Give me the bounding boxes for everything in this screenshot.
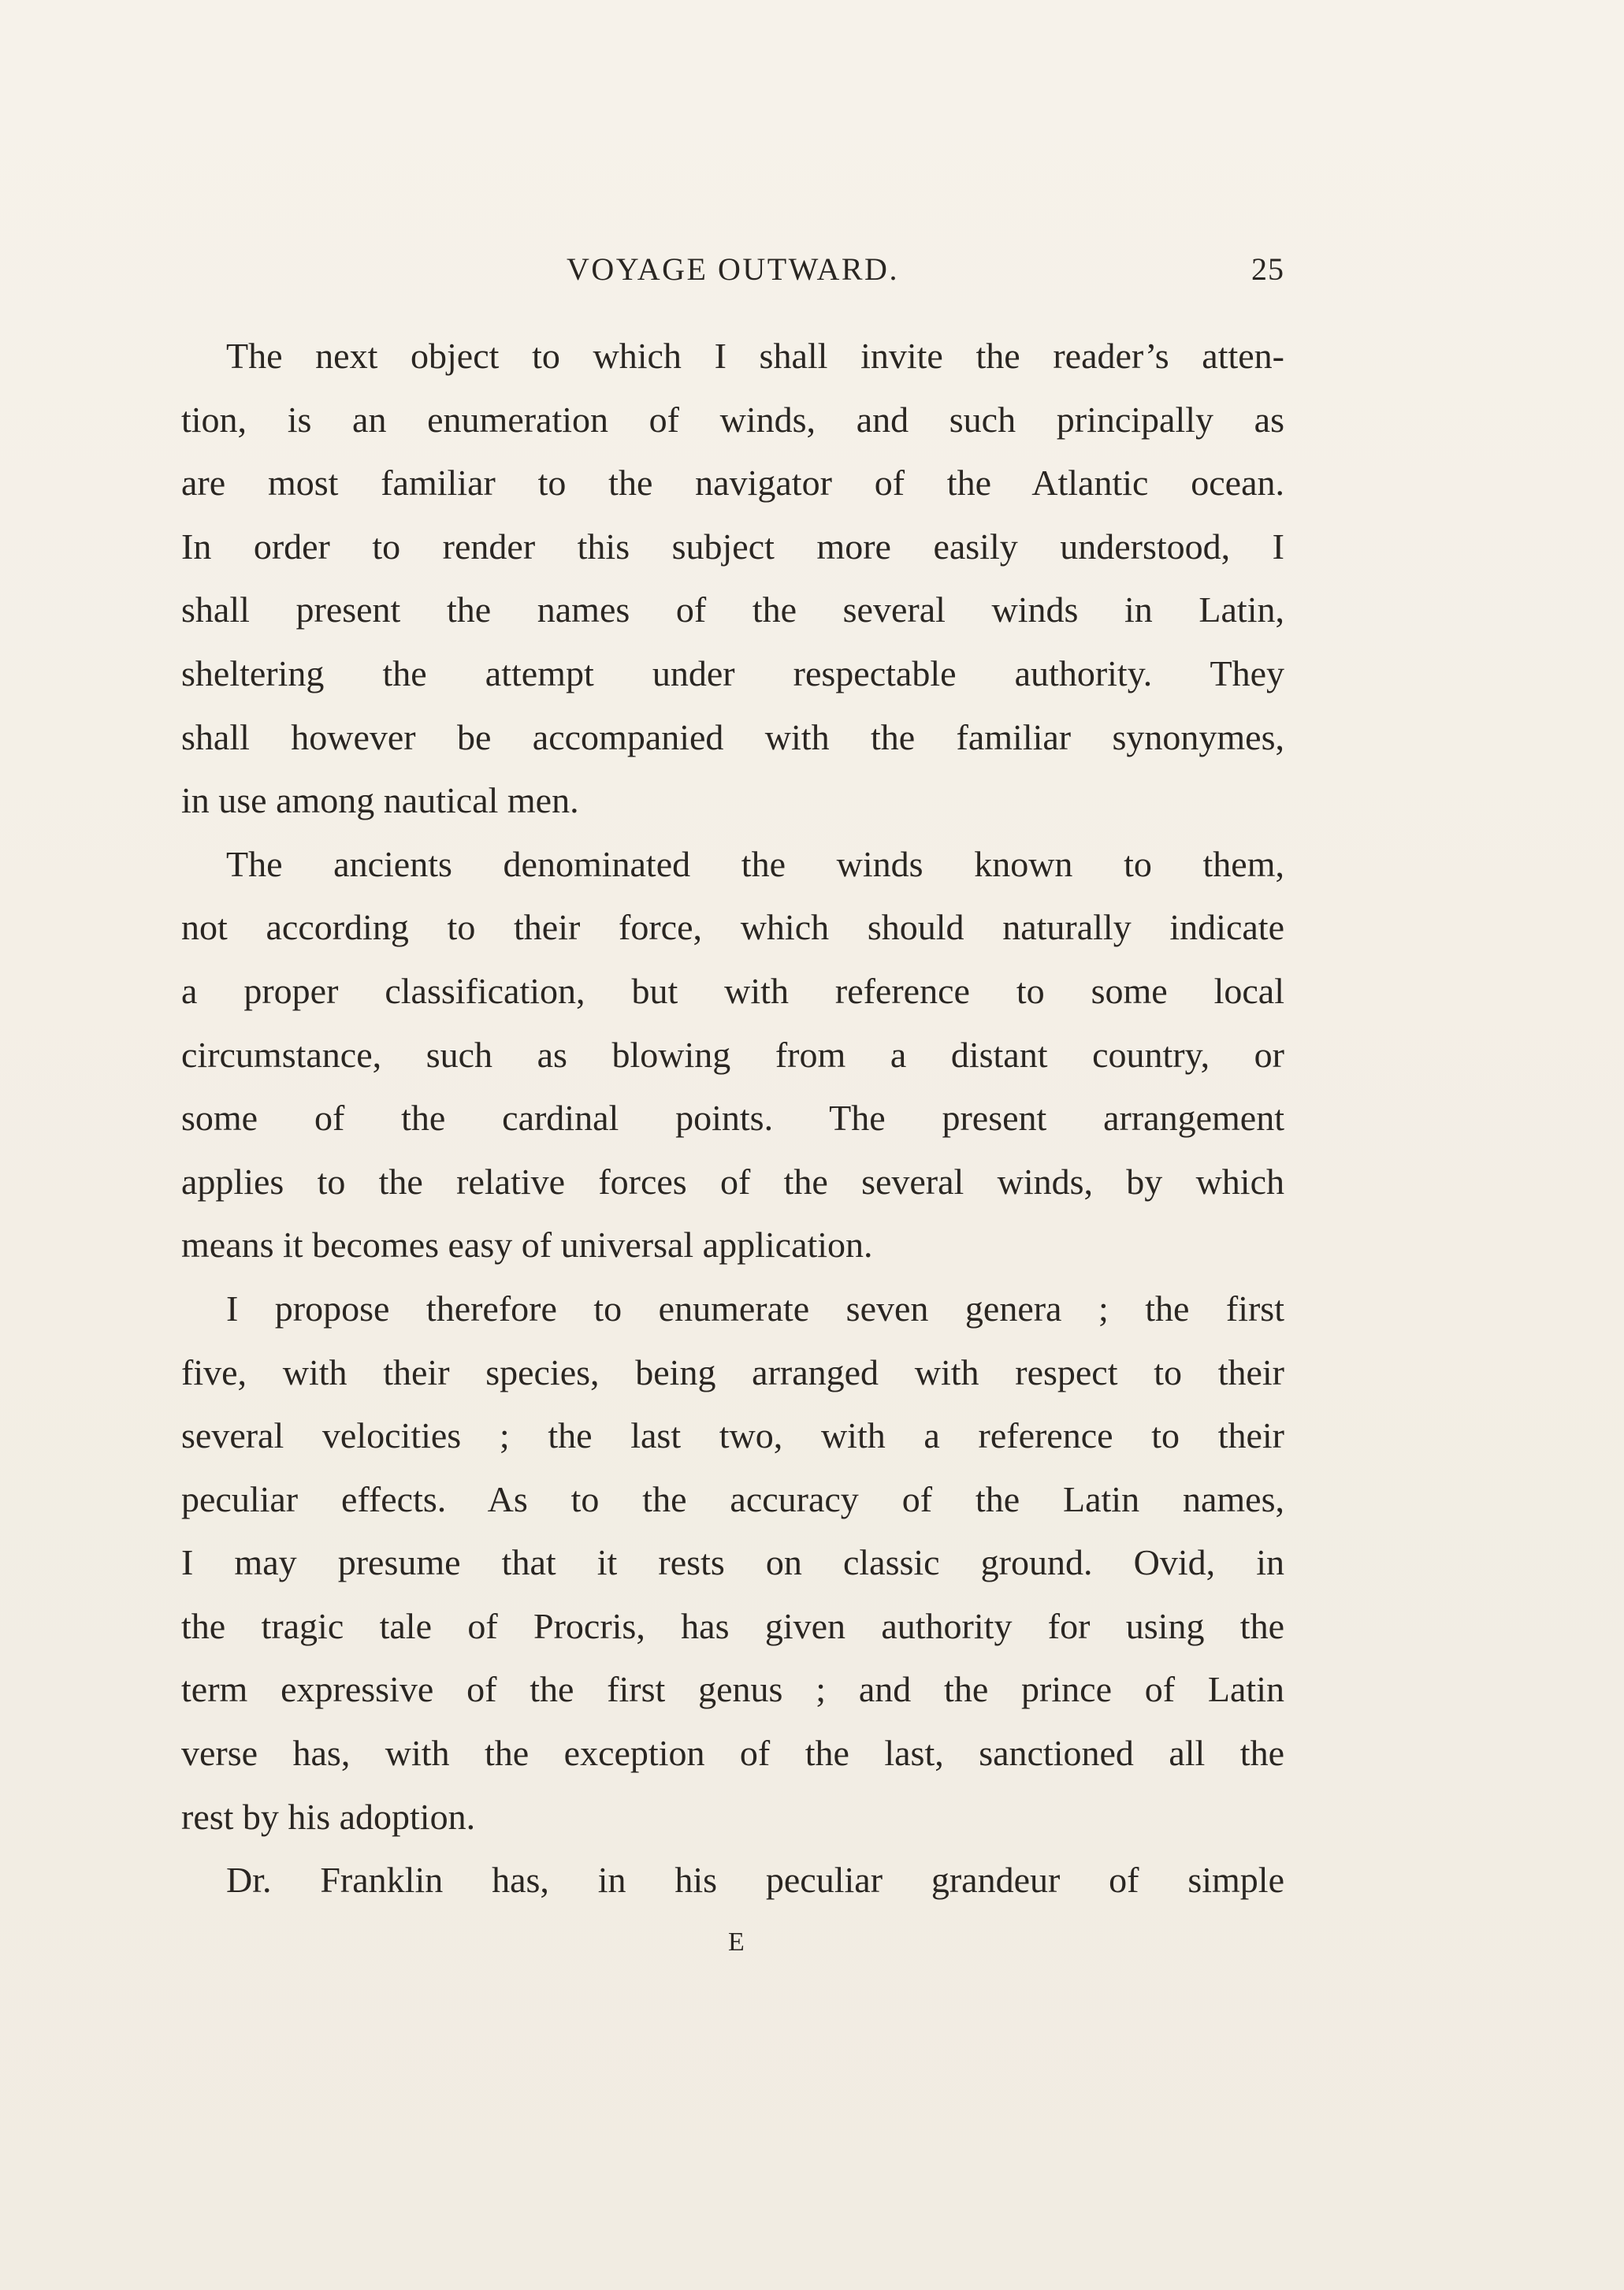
text-line: term expressive of the first genus ; and the prince of Latin <box>181 1669 1284 1710</box>
body-text <box>181 325 1284 1913</box>
text-line: I may presume that it rests on classic ground. Ovid, in <box>181 1542 1284 1583</box>
text-line: shall present the names of the several winds in Latin, <box>181 589 1284 630</box>
text-line: are most familiar to the navigator of the Atlantic ocean. <box>181 463 1284 504</box>
text-line: five, with their species, being arranged with respect to their <box>181 1351 1284 1392</box>
text-line: shall however be accompanied with the familiar synonymes, <box>181 716 1284 757</box>
text-line: in use among nautical men. <box>181 780 579 821</box>
running-title: VOYAGE OUTWARD. <box>567 251 899 287</box>
text-line: a proper classification, but with reference to some local <box>181 970 1284 1011</box>
text-line: circumstance, such as blowing from a distant country, or <box>181 1034 1284 1075</box>
text-line: I propose therefore to enumerate seven genera ; the first <box>226 1288 1284 1329</box>
text-line: tion, is an enumeration of winds, and such principally as <box>181 399 1284 440</box>
text-line: The ancients denominated the winds known to them, <box>226 843 1284 884</box>
text-line: the tragic tale of Procris, has given authority for using the <box>181 1605 1284 1646</box>
running-head <box>181 246 1284 293</box>
text-line: several velocities ; the last two, with a reference to their <box>181 1415 1284 1456</box>
text-line: not according to their force, which should naturally indicate <box>181 907 1284 948</box>
text-line: In order to render this subject more easily understood, I <box>181 526 1284 567</box>
text-line: rest by his adoption. <box>181 1796 476 1837</box>
text-line: applies to the relative forces of the several winds, by which <box>181 1161 1284 1202</box>
text-line: sheltering the attempt under respectable authority. They <box>181 652 1284 693</box>
text-line: verse has, with the exception of the last, sanctioned all the <box>181 1733 1284 1774</box>
text-line: some of the cardinal points. The present arrangement <box>181 1098 1284 1139</box>
page-number: 25 <box>1251 251 1284 287</box>
text-line: peculiar effects. As to the accuracy of the Latin names, <box>181 1478 1284 1519</box>
text-line: means it becomes easy of universal application. <box>181 1225 873 1266</box>
text-line: Dr. Franklin has, in his peculiar grandeur of simple <box>226 1860 1284 1901</box>
text-line: The next object to which I shall invite the reader’s atten- <box>226 336 1284 376</box>
signature-mark: E <box>728 1928 745 1957</box>
